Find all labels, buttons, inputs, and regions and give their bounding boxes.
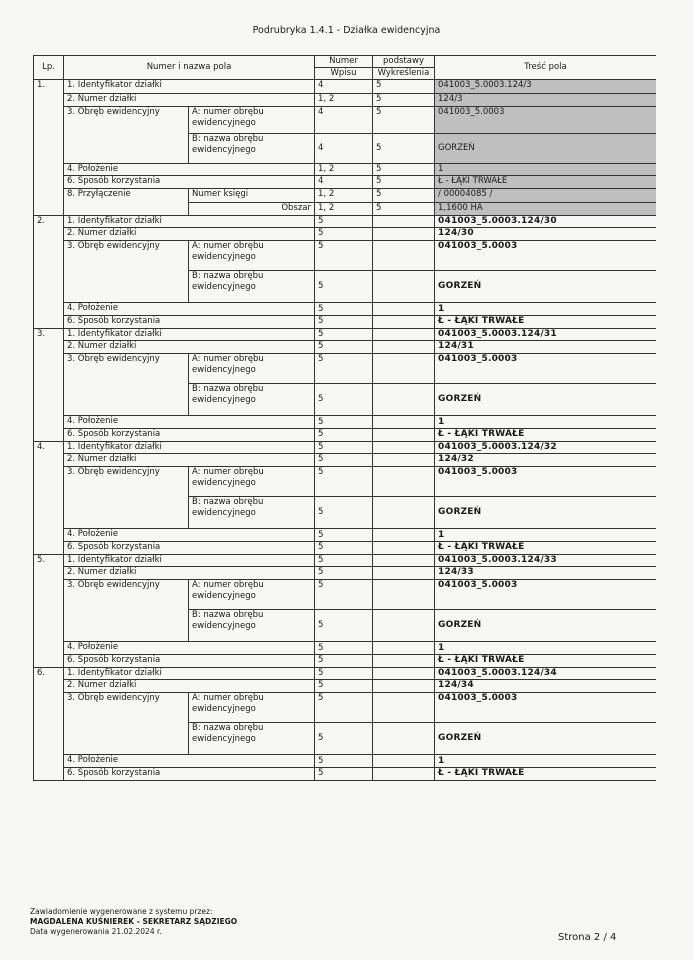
wykr-cell [373, 329, 435, 341]
field-label: 6. Sposób korzystania [64, 768, 315, 781]
wykr-cell [373, 429, 435, 442]
header-numer-nazwa: Numer i nazwa pola [64, 56, 315, 80]
header-podstawy: podstawy [373, 56, 435, 68]
wpis-cell: 5 [315, 241, 373, 271]
value-cell: 041003_5.0003.124/30 [435, 216, 656, 228]
wpis-cell: 5 [315, 416, 373, 429]
wpis-cell: 1, 2 [315, 94, 373, 107]
value-cell: 041003_5.0003.124/34 [435, 668, 656, 680]
value-cell: 1 [435, 303, 656, 316]
table-row [34, 228, 657, 241]
field-label: 4. Położenie [64, 416, 315, 429]
field-label: 6. Sposób korzystania [64, 542, 315, 555]
field-label: 3. Obręb ewidencyjny [64, 580, 189, 642]
field-label: 4. Położenie [64, 529, 315, 542]
wykr-cell [373, 768, 435, 781]
wykr-cell [373, 567, 435, 580]
wpis-cell: 5 [315, 316, 373, 329]
wpis-cell: 5 [315, 755, 373, 768]
value-cell: 041003_5.0003.124/33 [435, 555, 656, 567]
wpis-cell: 5 [315, 354, 373, 384]
wpis-cell: 5 [315, 442, 373, 454]
value-cell: 1 [435, 164, 656, 176]
subfield-label: B: nazwa obrębu ewidencyjnego [189, 610, 315, 642]
table-row [34, 768, 657, 781]
value-cell: 041003_5.0003 [435, 354, 656, 384]
wpis-cell: 5 [315, 723, 373, 755]
value-cell: 041003_5.0003.124/31 [435, 329, 656, 341]
value-cell: 1 [435, 755, 656, 768]
page-title: Podrubryka 1.4.1 - Działka ewidencyjna [252, 25, 441, 36]
table-row [34, 94, 657, 107]
wykr-cell: 5 [373, 134, 435, 164]
table-row [34, 693, 657, 723]
wpis-cell: 4 [315, 80, 373, 94]
value-cell: 041003_5.0003 [435, 241, 656, 271]
table-row [34, 542, 657, 555]
header-wykreslenia: Wykreślenia [373, 68, 435, 80]
value-cell: 041003_5.0003 [435, 693, 656, 723]
value-cell: 041003_5.0003 [435, 107, 656, 134]
value-cell: GORZEŃ [435, 497, 656, 529]
field-label: 6. Sposób korzystania [64, 176, 315, 189]
wykr-cell [373, 668, 435, 680]
table-row [34, 341, 657, 354]
field-label: 4. Położenie [64, 303, 315, 316]
subfield-label: A: numer obrębu ewidencyjnego [189, 107, 315, 134]
wpis-cell: 5 [315, 429, 373, 442]
entries-table-wrap [33, 55, 656, 873]
table-row [34, 454, 657, 467]
wykr-cell [373, 655, 435, 668]
subfield-label: A: numer obrębu ewidencyjnego [189, 241, 315, 271]
footer [30, 907, 237, 937]
wykr-cell [373, 693, 435, 723]
lp-cell: 3. [34, 329, 64, 442]
wykr-cell [373, 680, 435, 693]
wpis-cell: 5 [315, 454, 373, 467]
subfield-label: B: nazwa obrębu ewidencyjnego [189, 723, 315, 755]
subfield-label: Obszar [189, 203, 315, 216]
value-cell: Ł - ŁĄKI TRWAŁE [435, 768, 656, 781]
wpis-cell: 5 [315, 680, 373, 693]
field-label: 6. Sposób korzystania [64, 316, 315, 329]
table-row [34, 680, 657, 693]
value-cell: 1 [435, 642, 656, 655]
value-cell: 124/34 [435, 680, 656, 693]
wykr-cell [373, 354, 435, 384]
field-label: 4. Położenie [64, 755, 315, 768]
lp-cell: 1. [34, 80, 64, 216]
lp-cell: 5. [34, 555, 64, 668]
wykr-cell: 5 [373, 80, 435, 94]
wykr-cell [373, 341, 435, 354]
footer-generated-by: Zawiadomienie wygenerowane z systemu przez: [30, 907, 213, 916]
table-row [34, 216, 657, 228]
entries-table [33, 55, 656, 781]
wykr-cell [373, 384, 435, 416]
field-label: 3. Obręb ewidencyjny [64, 467, 189, 529]
value-cell: 041003_5.0003 [435, 467, 656, 497]
value-cell: / 00004085 / [435, 189, 656, 203]
value-cell: GORZEŃ [435, 384, 656, 416]
table-row [34, 529, 657, 542]
wpis-cell: 5 [315, 467, 373, 497]
wykr-cell [373, 467, 435, 497]
subfield-label: B: nazwa obrębu ewidencyjnego [189, 497, 315, 529]
wykr-cell [373, 416, 435, 429]
field-label: 1. Identyfikator działki [64, 442, 315, 454]
wykr-cell [373, 303, 435, 316]
value-cell: Ł - ŁĄKI TRWAŁE [435, 542, 656, 555]
value-cell: 124/30 [435, 228, 656, 241]
wpis-cell: 5 [315, 303, 373, 316]
field-label: 1. Identyfikator działki [64, 555, 315, 567]
wpis-cell: 5 [315, 384, 373, 416]
wykr-cell [373, 454, 435, 467]
field-label: 4. Położenie [64, 164, 315, 176]
wpis-cell: 5 [315, 341, 373, 354]
table-row [34, 189, 657, 203]
wykr-cell [373, 228, 435, 241]
value-cell: 124/3 [435, 94, 656, 107]
wykr-cell [373, 442, 435, 454]
table-row [34, 303, 657, 316]
wykr-cell [373, 755, 435, 768]
table-row [34, 580, 657, 610]
subfield-label: B: nazwa obrębu ewidencyjnego [189, 271, 315, 303]
table-row [34, 416, 657, 429]
table-row [34, 164, 657, 176]
wykr-cell [373, 241, 435, 271]
table-row [34, 329, 657, 341]
value-cell: 1,1600 HA [435, 203, 656, 216]
field-label: 2. Numer działki [64, 228, 315, 241]
field-label: 3. Obręb ewidencyjny [64, 107, 189, 164]
field-label: 2. Numer działki [64, 680, 315, 693]
wykr-cell: 5 [373, 164, 435, 176]
value-cell: GORZEŃ [435, 271, 656, 303]
wpis-cell: 5 [315, 668, 373, 680]
wykr-cell: 5 [373, 107, 435, 134]
field-label: 1. Identyfikator działki [64, 668, 315, 680]
subfield-label: A: numer obrębu ewidencyjnego [189, 467, 315, 497]
wykr-cell [373, 529, 435, 542]
value-cell: Ł - ŁĄKI TRWAŁE [435, 316, 656, 329]
wykr-cell [373, 580, 435, 610]
field-label: 2. Numer działki [64, 567, 315, 580]
field-label: 3. Obręb ewidencyjny [64, 354, 189, 416]
header-lp: Lp. [34, 56, 64, 80]
table-row [34, 555, 657, 567]
wpis-cell: 5 [315, 580, 373, 610]
wpis-cell: 4 [315, 107, 373, 134]
wykr-cell [373, 642, 435, 655]
subfield-label: B: nazwa obrębu ewidencyjnego [189, 384, 315, 416]
wpis-cell: 5 [315, 642, 373, 655]
wpis-cell: 4 [315, 134, 373, 164]
field-label: 2. Numer działki [64, 454, 315, 467]
lp-cell: 6. [34, 668, 64, 781]
value-cell: Ł - ŁĄKI TRWAŁE [435, 429, 656, 442]
wpis-cell: 5 [315, 567, 373, 580]
table-row [34, 668, 657, 680]
wykr-cell: 5 [373, 94, 435, 107]
value-cell: GORZEŃ [435, 723, 656, 755]
wykr-cell [373, 610, 435, 642]
table-row [34, 354, 657, 384]
table-row [34, 107, 657, 134]
field-label: 8. Przyłączenie [64, 189, 189, 216]
wpis-cell: 5 [315, 610, 373, 642]
footer-date: Data wygenerowania 21.02.2024 r. [30, 927, 162, 936]
wykr-cell: 5 [373, 189, 435, 203]
value-cell: GORZEŃ [435, 134, 656, 164]
wpis-cell: 5 [315, 228, 373, 241]
lp-cell: 4. [34, 442, 64, 555]
field-label: 1. Identyfikator działki [64, 216, 315, 228]
subfield-label: A: numer obrębu ewidencyjnego [189, 354, 315, 384]
value-cell: GORZEŃ [435, 610, 656, 642]
header-tresc: Treść pola [435, 56, 656, 80]
table-row [34, 241, 657, 271]
wykr-cell [373, 555, 435, 567]
table-row [34, 467, 657, 497]
wpis-cell: 5 [315, 497, 373, 529]
wpis-cell: 5 [315, 555, 373, 567]
table-row [34, 755, 657, 768]
field-label: 1. Identyfikator działki [64, 329, 315, 341]
value-cell: 041003_5.0003.124/3 [435, 80, 656, 94]
field-label: 4. Położenie [64, 642, 315, 655]
wpis-cell: 5 [315, 271, 373, 303]
subfield-label: Numer księgi [189, 189, 315, 203]
wpis-cell: 5 [315, 329, 373, 341]
table-row [34, 442, 657, 454]
table-row [34, 80, 657, 94]
wpis-cell: 5 [315, 693, 373, 723]
table-row [34, 429, 657, 442]
value-cell: 1 [435, 529, 656, 542]
wpis-cell: 1, 2 [315, 164, 373, 176]
table-row [34, 642, 657, 655]
field-label: 3. Obręb ewidencyjny [64, 241, 189, 303]
subfield-label: B: nazwa obrębu ewidencyjnego [189, 134, 315, 164]
wpis-cell: 1, 2 [315, 203, 373, 216]
value-cell: 124/33 [435, 567, 656, 580]
field-label: 1. Identyfikator działki [64, 80, 315, 94]
wpis-cell: 5 [315, 216, 373, 228]
wykr-cell [373, 216, 435, 228]
subfield-label: A: numer obrębu ewidencyjnego [189, 580, 315, 610]
table-row [34, 567, 657, 580]
value-cell: 041003_5.0003.124/32 [435, 442, 656, 454]
wykr-cell [373, 316, 435, 329]
table-row [34, 655, 657, 668]
wykr-cell [373, 497, 435, 529]
wykr-cell: 5 [373, 176, 435, 189]
wpis-cell: 5 [315, 768, 373, 781]
table-row [34, 316, 657, 329]
value-cell: 1 [435, 416, 656, 429]
value-cell: 124/32 [435, 454, 656, 467]
wykr-cell [373, 542, 435, 555]
wykr-cell [373, 723, 435, 755]
field-label: 6. Sposób korzystania [64, 655, 315, 668]
wykr-cell: 5 [373, 203, 435, 216]
header-numer: Numer [315, 56, 373, 68]
lp-cell: 2. [34, 216, 64, 329]
value-cell: 041003_5.0003 [435, 580, 656, 610]
subfield-label: A: numer obrębu ewidencyjnego [189, 693, 315, 723]
field-label: 2. Numer działki [64, 94, 315, 107]
field-label: 6. Sposób korzystania [64, 429, 315, 442]
value-cell: Ł - ŁĄKI TRWAŁE [435, 176, 656, 189]
header-wpisu: Wpisu [315, 68, 373, 80]
value-cell: 124/31 [435, 341, 656, 354]
field-label: 2. Numer działki [64, 341, 315, 354]
wpis-cell: 1, 2 [315, 189, 373, 203]
wpis-cell: 5 [315, 529, 373, 542]
wpis-cell: 5 [315, 542, 373, 555]
field-label: 3. Obręb ewidencyjny [64, 693, 189, 755]
value-cell: Ł - ŁĄKI TRWAŁE [435, 655, 656, 668]
page-number: Strona 2 / 4 [558, 932, 617, 943]
wykr-cell [373, 271, 435, 303]
wpis-cell: 4 [315, 176, 373, 189]
table-row [34, 176, 657, 189]
wpis-cell: 5 [315, 655, 373, 668]
footer-author: MAGDALENA KUŚNIEREK - SEKRETARZ SĄDZIEGO [30, 917, 238, 926]
